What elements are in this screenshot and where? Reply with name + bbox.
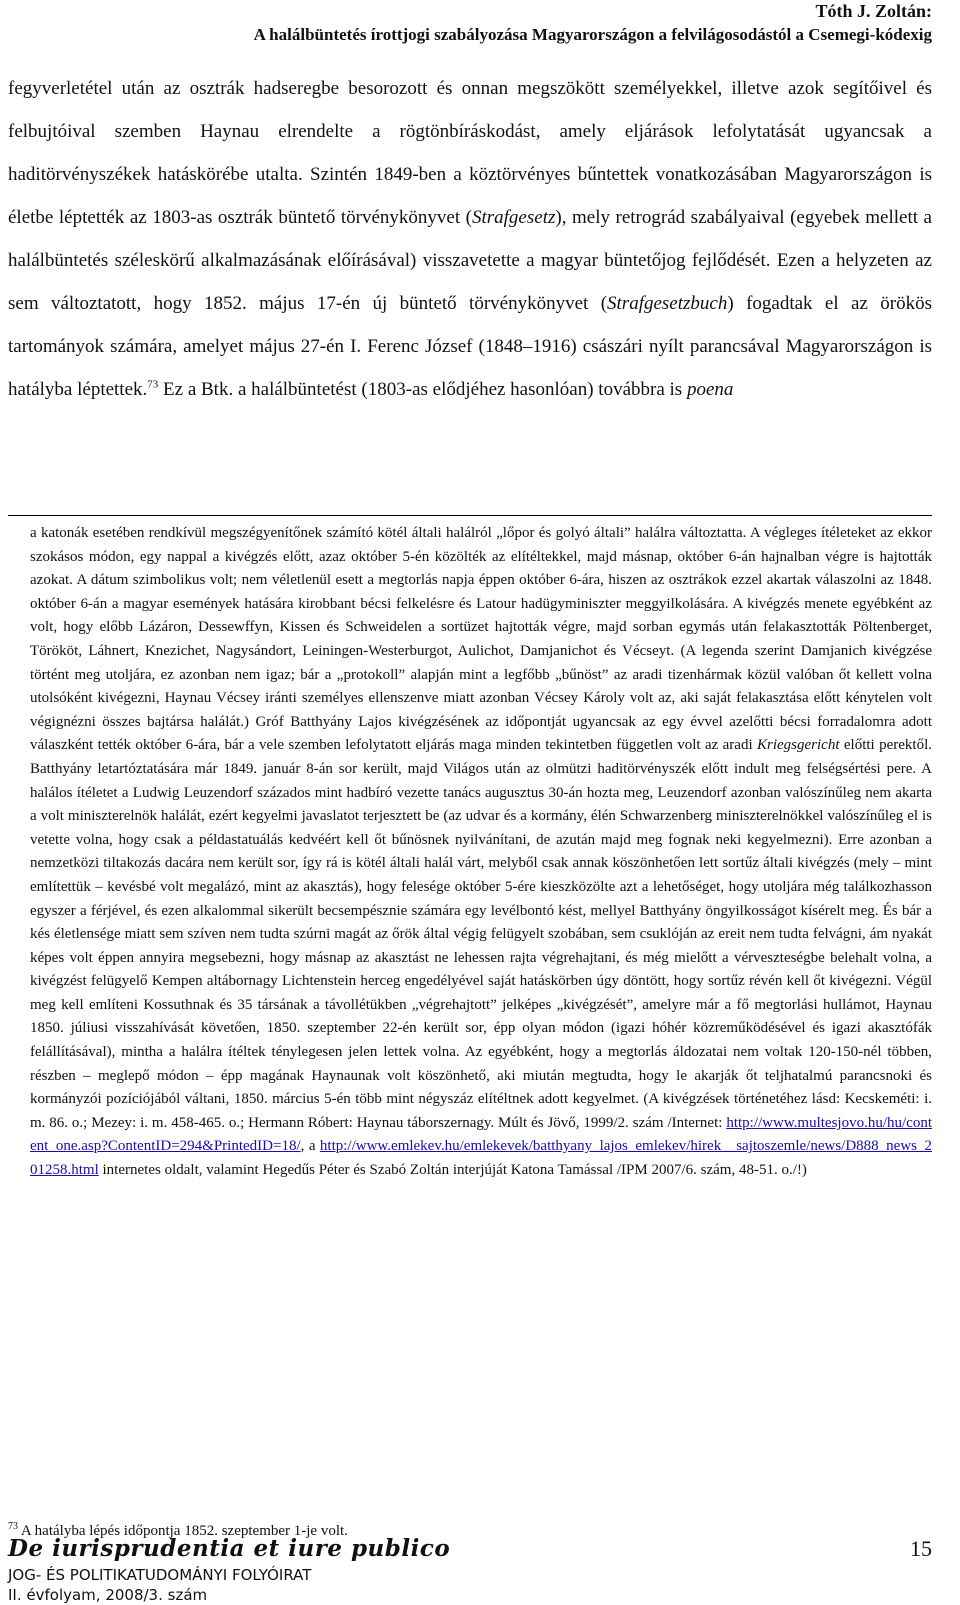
footnote-link-multesjovo[interactable]: http://www.multesjovo.hu/hu/content_one.asp?ContentID=294&PrintedID=18/ [30,1114,932,1155]
footnote-reference[interactable]: 73 [147,378,159,391]
footnote-text: A hatályba lépés időpontja 1852. szeptember 1-je volt. [18,1523,348,1539]
journal-info [8,1565,311,1605]
body-italic-term: Strafgesetzbuch [607,293,728,314]
footnote-separator [8,515,932,516]
body-italic-term: Strafgesetz [471,207,556,228]
running-header [254,0,932,46]
footnote-link-emlekev[interactable]: http://www.emlekev.hu/emlekevek/batthyany_lajos_emlekev/hirek__sajtoszemle/news/D888_news_201258.html [30,1138,932,1179]
body-text-part: ), mely retrográd szabályaival (egyebek mellett a halálbüntetés széleskörű alkalmazásának előírásával) visszavetette a magyar büntetőjog fejlődését. Ezen a helyzeten az sem változtatott, hogy 1852. május 17-én új büntető törvénykönyvet ( [8,207,932,314]
body-text-part: Ez a Btk. a halálbüntetést (1803-as elődjéhez hasonlóan) továbbra is [158,379,687,400]
footnote-continued [30,522,932,1183]
body-text-part: ) fogadtak el az örökös tartományok számára, amelyet május 27-én I. Ferenc József (1848–1916) császári nyílt parancsával Magyarországon is hatályba léptettek. [8,293,932,400]
journal-name: JOG- ÉS POLITIKATUDOMÁNYI FOLYÓIRAT [8,1566,312,1584]
footnote-text: előtti perektől. Batthyány letartóztatására már 1849. január 8-án sor került, majd Világos után az olmützi haditörvényszék előtt indult meg felségsértési pere. A halálos ítéletet a Ludwig Leuzendorf százados mint hadbíró vezette tanács augusztus 30-án hozta meg, Leuzendorf azonban valószínűleg nem akarta a volt miniszterelnök halálát, ezért kegyelmi javaslatot terjesztett be (az udvar és a kormány, élén Schwarzenberg miniszterelnökkel valószínűleg el is vetette volna, hogy csak a példastatuálás kedvéért kell őt bűnösnek nyilvánítani, de azután majd meg fognak neki kegyelmezni). Erre azonban a nemzetközi tiltakozás dacára nem került sor, így rá is kötél általi halál várt, melyből csak annak köszönhetően lett sortűz általi kivégzés (mely – mint említettük – kevésbé volt megalázó, mint az akasztás), hogy felesége október 5-ére kieszközölte azt a lehetőséget, hogy utoljára még találkozhasson egyszer a férjével, és ezen alkalommal sikerült becsempésznie számára egy levélbontó kést, mellyel Batthyány öngyilkosságot kísérelt meg. És bár a kés életlensége miatt sem szíven nem tudta szúrni magát az őrök által végig felügyelt szobában, sem csuklóján az ereit nem tudta felvágni, ám nyakát képes volt éppen annyira megsebezni, hogy másnap az akasztást ne lehessen rajta végrehajtani, és még mielőtt a vérveszteségbe belehalt volna, a kivégzést felügyelő Kempen altábornagy Lichtenstein herceg engedélyével saját hatáskörben úgy döntött, hogy sortűz révén kell őt kivégezni. Végül meg kell említeni Kossuthnak és 35 társának a távollétükben „végrehajtott” jelképes „kivégzését”, amelyre már a fő megtorlási hullámot, Haynau 1850. júliusi visszahívását követően, 1850. szeptember 22-én került sor, épp olyan módon (igazi hóhér közreműködésével és igazi akasztófák felállításával), mintha a halálra ítéltek ténylegesen jelen lettek volna. Az egyébként, hogy a megtorlás áldozatai nem voltak 120-150-nél többen, részben – meglepő módon – épp magának Haynaunak volt köszönhető, aki miután megtudta, hogy le akarják őt teljhatalmú parancsnoki és kormányzói pozíciójából váltani, 1850. március 5-én több mint négyszáz elítéltnek adott kegyelmet. (A kivégzések történetéhez lásd: Kecskeméti: i. m. 86. o.; Mezey: i. m. 458-465. o.; Hermann Róbert: Haynau táborszernagy. Múlt és Jövő, 1999/2. szám /Internet: [30,737,932,1131]
body-text-part: fegyverletétel után az osztrák hadseregbe besorozott és onnan megszökött személyekkel, illetve azok segítőivel és felbujtóival szemben Haynau elrendelte a rögtönbíráskodást, amely eljárások lefolytatását ugyancsak a haditörvényszékek hatáskörébe utalta. Szintén 1849-ben a köztörvényes bűntettek vonatkozásában Magyarországon is életbe léptették az 1803-as osztrák büntető törvénykönyvet ( [8,78,932,228]
journal-logo-text: De iurisprudentia et iure publico [8,1535,451,1562]
page-number: 15 [910,1536,932,1561]
footnote-number: 73 [8,1521,18,1532]
header-author: Tóth J. Zoltán: [815,1,932,21]
journal-issue: II. évfolyam, 2008/3. szám [8,1586,208,1604]
body-text [8,67,932,411]
footnote-text: a katonák esetében rendkívül megszégyenítőnek számító kötél általi halálról „lőpor és golyó általi” halálra változtatta. A végleges ítéleteket az ekkor szokásos módon, egy nappal a kivégzés előtt, azaz október 5-én közölték az elítéltekkel, majd másnap, október 6-án hajnalban végre is hajtották azokat. A dátum szimbolikus volt; nem véletlenül esett a megtorlás napja éppen október 6-ára, hiszen az osztrákok ezzel akartak válaszolni az 1848. október 6-án a magyar események hatására kirobbant bécsi felkelésre és Latour hadügyminiszter meggyilkolására. A kivégzés menete egyébként az volt, hogy előbb Lázáron, Dessewffyn, Kissen és Schweidelen a sortüzet hajtották végre, majd sorban egymás után felakasztották Pöltenberget, Törököt, Láhnert, Knezichet, Nagysándort, Leiningen-Westerburgot, Aulichot, Damjanichot és Vécseyt. (A legenda szerint Damjanich kivégzése történt meg utoljára, ez azonban nem igaz; bár a „protokoll” alapján mint a legfőbb „bűnöst” az aradi tizenhármak közül valóban őt kellett volna utolsóként kivégezni, Haynau Vécsey iránti személyes ellenszenve miatt azonban Vécsey Károly volt az, aki saját felakasztása előtt kénytelen volt végignézni összes bajtársa halálát.) Gróf Batthyány Lajos kivégzésének az időpontját ugyancsak az egy évvel azelőtti bécsi forradalomra adott válaszként tették október 6-ára, bár a vele szemben lefolytatott eljárás maga minden tekintetben független volt az aradi [30,525,932,754]
footnote-italic-term: Kriegsgericht [757,737,840,754]
footnote-text: internetes oldalt, valamint Hegedűs Péter és Szabó Zoltán interjúját Katona Tamással /IPM 2007/6. szám, 48-51. o./!) [98,1162,807,1179]
header-title: A halálbüntetés írottjogi szabályozása Magyarországon a felvilágosodástól a Csemegi-kódexig [253,25,932,44]
body-italic-term: poena [686,379,734,400]
footnote-text: , a [300,1138,320,1155]
